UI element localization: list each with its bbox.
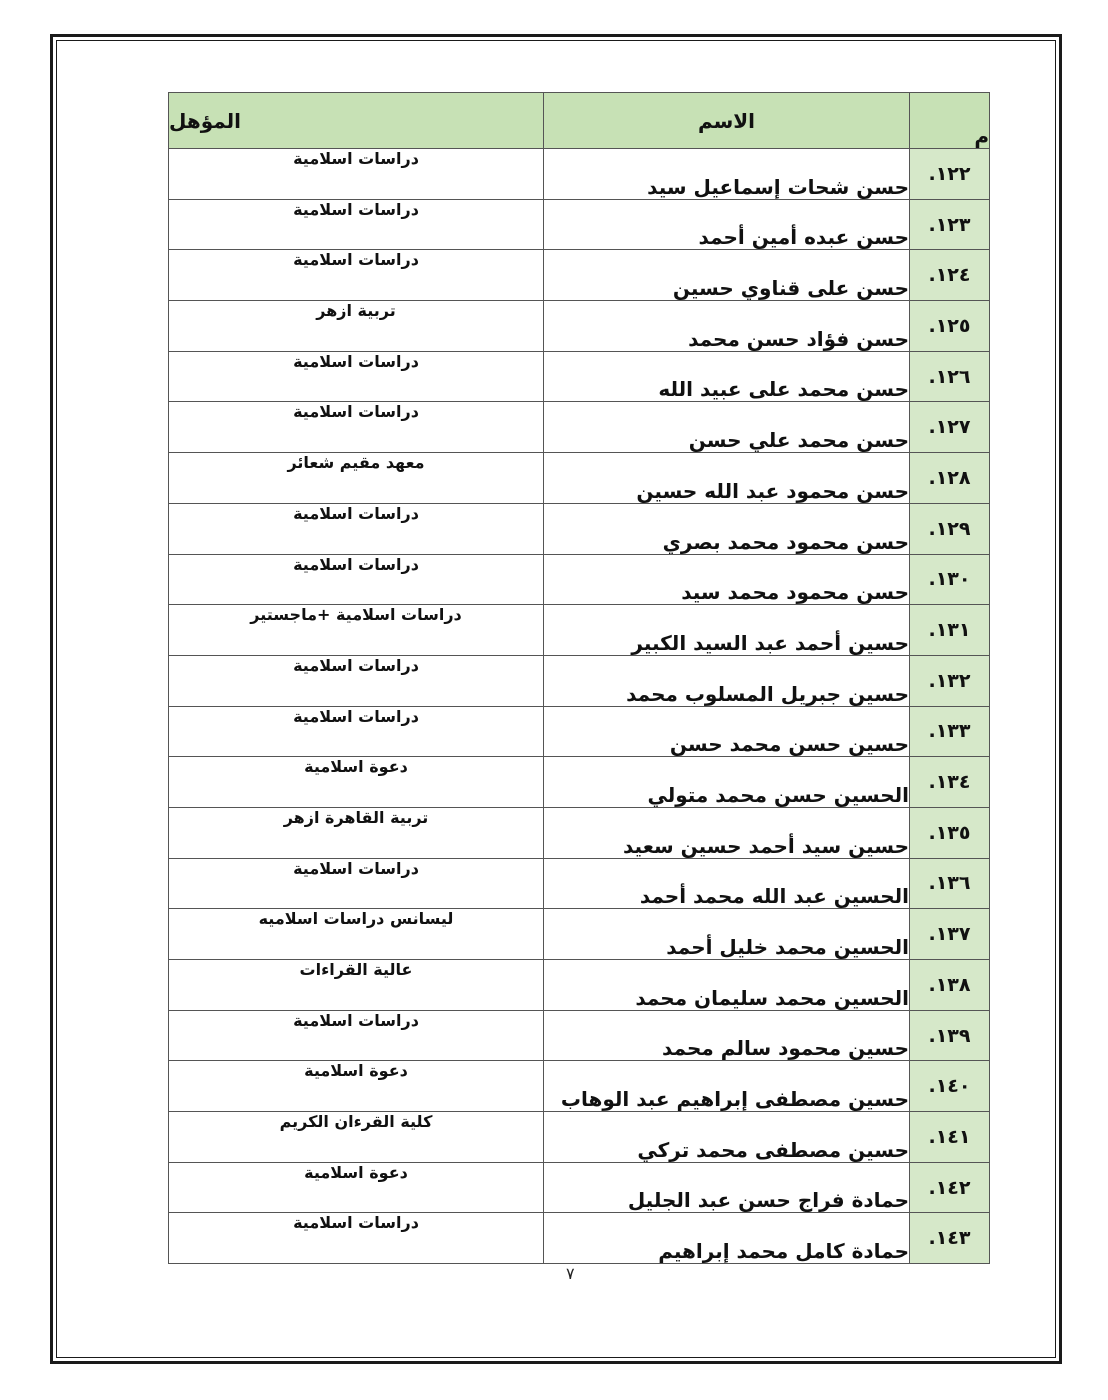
row-number: ١٣٧. [910, 909, 990, 960]
row-number: ١٤٣. [910, 1213, 990, 1264]
row-name: الحسين محمد خليل أحمد [544, 909, 910, 960]
row-number: ١٢٣. [910, 199, 990, 250]
row-qualification: دراسات اسلامية [169, 149, 544, 200]
table-row [169, 199, 990, 250]
row-name: حسن محمود محمد سيد [544, 554, 910, 605]
table-row [169, 402, 990, 453]
row-qualification: دراسات اسلامية [169, 351, 544, 402]
row-number: ١٣٠. [910, 554, 990, 605]
row-qualification: دعوة اسلامية [169, 1061, 544, 1112]
row-qualification: ليسانس دراسات اسلاميه [169, 909, 544, 960]
row-name: حسن شحات إسماعيل سيد [544, 149, 910, 200]
row-qualification: معهد مقيم شعائر [169, 453, 544, 504]
row-qualification: تربية القاهرة ازهر [169, 807, 544, 858]
table-row [169, 960, 990, 1011]
row-name: حسن محمود محمد بصري [544, 503, 910, 554]
row-name: الحسين عبد الله محمد أحمد [544, 858, 910, 909]
row-number: ١٤٢. [910, 1162, 990, 1213]
row-qualification: دراسات اسلامية [169, 1010, 544, 1061]
row-qualification: دراسات اسلامية [169, 199, 544, 250]
row-name: حسن فؤاد حسن محمد [544, 301, 910, 352]
table-row [169, 1162, 990, 1213]
row-number: ١٢٥. [910, 301, 990, 352]
table-row [169, 1213, 990, 1264]
row-qualification: دراسات اسلامية +ماجستير [169, 605, 544, 656]
table-row [169, 351, 990, 402]
row-number: ١٢٧. [910, 402, 990, 453]
roster-table [168, 92, 990, 1264]
row-name: حسن محمد علي حسن [544, 402, 910, 453]
row-qualification: دراسات اسلامية [169, 1213, 544, 1264]
row-qualification: دراسات اسلامية [169, 250, 544, 301]
table-row [169, 858, 990, 909]
table-row [169, 807, 990, 858]
table-row [169, 301, 990, 352]
table-row [169, 250, 990, 301]
table-row [169, 1061, 990, 1112]
row-name: حسين حسن محمد حسن [544, 706, 910, 757]
row-number: ١٢٨. [910, 453, 990, 504]
table-row [169, 909, 990, 960]
row-number: ١٢٤. [910, 250, 990, 301]
row-qualification: دراسات اسلامية [169, 402, 544, 453]
table-row [169, 605, 990, 656]
table-row [169, 655, 990, 706]
row-number: ١٣٦. [910, 858, 990, 909]
row-qualification: دراسات اسلامية [169, 706, 544, 757]
row-name: حمادة كامل محمد إبراهيم [544, 1213, 910, 1264]
row-qualification: دراسات اسلامية [169, 554, 544, 605]
table-row [169, 1010, 990, 1061]
table-header-row [169, 93, 990, 149]
row-qualification: دعوة اسلامية [169, 757, 544, 808]
row-name: الحسين حسن محمد متولي [544, 757, 910, 808]
row-number: ١٢٦. [910, 351, 990, 402]
row-number: ١٣٥. [910, 807, 990, 858]
column-header-number: م [910, 93, 990, 149]
row-number: ١٣٨. [910, 960, 990, 1011]
row-qualification: عالية القراءات [169, 960, 544, 1011]
row-name: الحسين محمد سليمان محمد [544, 960, 910, 1011]
row-name: حسين محمود سالم محمد [544, 1010, 910, 1061]
row-qualification: دراسات اسلامية [169, 655, 544, 706]
column-header-qualification: المؤهل [169, 93, 544, 149]
row-name: حسن محمد على عبيد الله [544, 351, 910, 402]
row-qualification: دعوة اسلامية [169, 1162, 544, 1213]
table-row [169, 706, 990, 757]
row-name: حسين أحمد عبد السيد الكبير [544, 605, 910, 656]
row-qualification: تربية ازهر [169, 301, 544, 352]
row-name: حسين مصطفى إبراهيم عبد الوهاب [544, 1061, 910, 1112]
table-row [169, 1112, 990, 1163]
table-body [169, 149, 990, 1264]
row-name: حسن على قناوي حسين [544, 250, 910, 301]
row-number: ١٣٣. [910, 706, 990, 757]
row-number: ١٣٤. [910, 757, 990, 808]
row-number: ١٣٢. [910, 655, 990, 706]
page-number: ٧ [566, 1264, 575, 1283]
table-row [169, 554, 990, 605]
row-name: حسن محمود عبد الله حسين [544, 453, 910, 504]
row-name: حسن عبده أمين أحمد [544, 199, 910, 250]
row-name: حمادة فراج حسن عبد الجليل [544, 1162, 910, 1213]
row-number: ١٢٢. [910, 149, 990, 200]
row-qualification: دراسات اسلامية [169, 503, 544, 554]
row-name: حسين مصطفى محمد تركي [544, 1112, 910, 1163]
table-row [169, 503, 990, 554]
row-number: ١٤١. [910, 1112, 990, 1163]
row-name: حسين جبريل المسلوب محمد [544, 655, 910, 706]
row-qualification: دراسات اسلامية [169, 858, 544, 909]
column-header-name: الاسم [544, 93, 910, 149]
table-row [169, 453, 990, 504]
table-row [169, 149, 990, 200]
row-qualification: كلية القرءان الكريم [169, 1112, 544, 1163]
row-name: حسين سيد أحمد حسين سعيد [544, 807, 910, 858]
row-number: ١٣٩. [910, 1010, 990, 1061]
table-row [169, 757, 990, 808]
row-number: ١٣١. [910, 605, 990, 656]
row-number: ١٢٩. [910, 503, 990, 554]
row-number: ١٤٠. [910, 1061, 990, 1112]
